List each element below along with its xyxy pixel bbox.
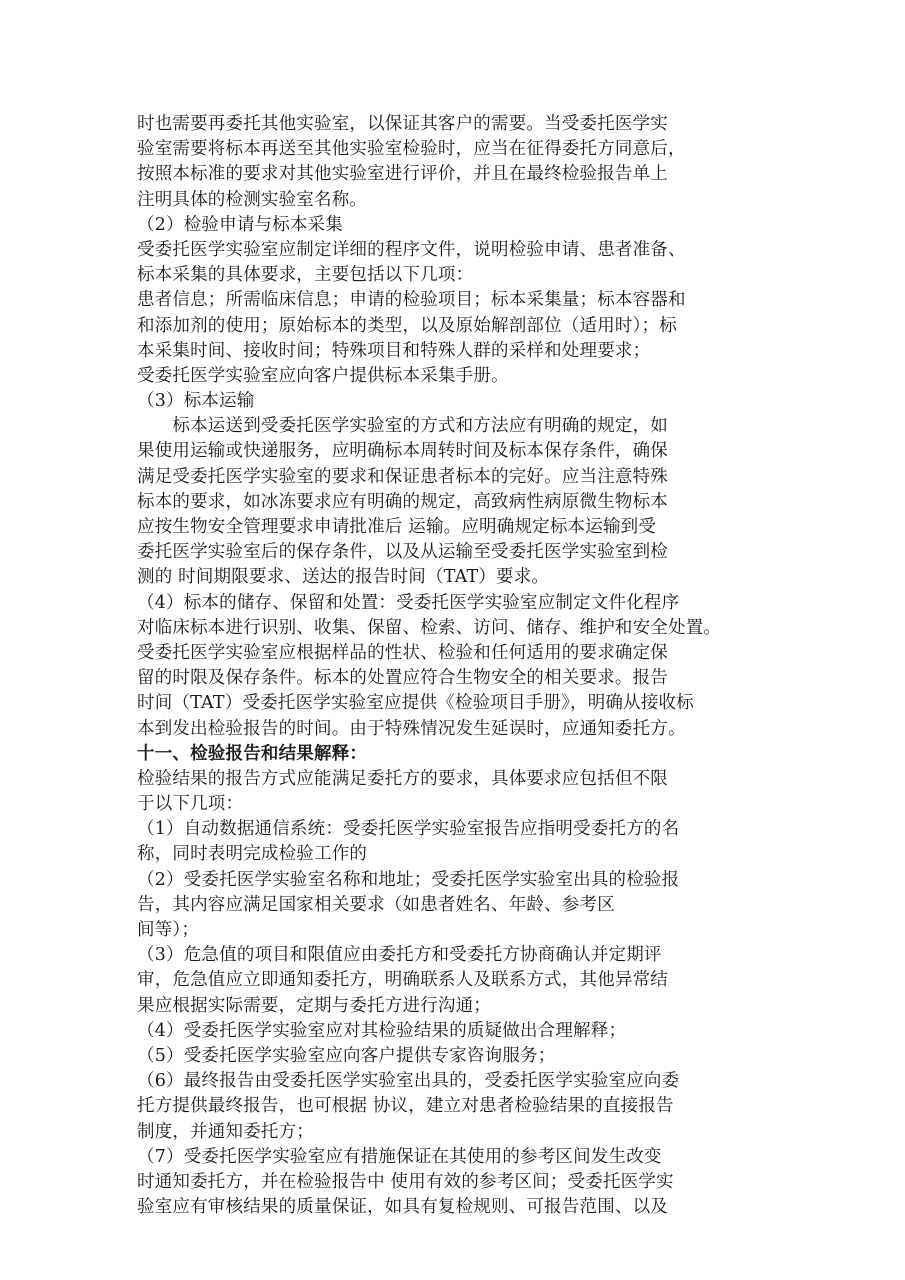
text-line: 本采集时间、接收时间；特殊项目和特殊人群的采样和处理要求；	[137, 340, 651, 361]
text-line: 时间（TAT）受委托医学实验室应提供《检验项目手册》，明确从接收标	[137, 693, 694, 714]
text-line: 应按生物安全管理要求申请批准后 运输。应明确规定标本运输到受	[137, 517, 657, 537]
text-line: 标本采集的具体要求，主要包括以下几项：	[137, 265, 474, 286]
text-line: 患者信息；所需临床信息；申请的检验项目；标本采集量；标本容器和	[137, 290, 686, 311]
text-line: （3）标本运输	[137, 391, 255, 412]
text-line: 本到发出检验报告的时间。由于特殊情况发生延误时，应通知委托方。	[137, 718, 686, 739]
text-line: 按照本标准的要求对其他实验室进行评价，并且在最终检验报告单上	[137, 164, 668, 185]
text-line: （5）受委托医学实验室应向客户提供专家咨询服务；	[137, 1045, 556, 1066]
text-line: 受委托医学实验室应制定详细的程序文件，说明检验申请、患者准备、	[137, 239, 686, 260]
text-line: 告，其内容应满足国家相关要求（如患者姓名、年龄、参考区	[137, 894, 615, 915]
text-line: 审，危急值应立即通知委托方，明确联系人及联系方式，其他异常结	[137, 970, 668, 991]
text-line: （7）受委托医学实验室应有措施保证在其使用的参考区间发生改变	[137, 1146, 662, 1167]
text-line: 制度，并通知委托方；	[137, 1121, 314, 1142]
text-line: 标本运送到受委托医学实验室的方式和方法应有明确的规定，如	[137, 416, 668, 437]
text-line: 注明具体的检测实验室名称。	[137, 189, 368, 210]
text-line: 对临床标本进行识别、收集、保留、检索、访问、储存、维护和安全处置。	[137, 617, 722, 638]
text-line: 受委托医学实验室应根据样品的性状、检验和任何适用的要求确定保	[137, 642, 668, 663]
document-body	[137, 112, 777, 1220]
text-line: （4）标本的储存、保留和处置：受委托医学实验室应制定文件化程序	[137, 592, 680, 613]
text-line: 验室应有审核结果的质量保证，如具有复检规则、可报告范围、以及	[137, 1197, 668, 1218]
text-line: 受委托医学实验室应向客户提供标本采集手册。	[137, 365, 509, 386]
text-line: （3）危急值的项目和限值应由委托方和受委托方协商确认并定期评	[137, 945, 662, 966]
text-line: 于以下几项：	[137, 794, 244, 815]
text-line: 满足受委托医学实验室的要求和保证患者标本的完好。应当注意特殊	[137, 466, 668, 487]
text-line: 托方提供最终报告，也可根据 协议，建立对患者检验结果的直接报告	[137, 1096, 674, 1117]
text-line: （1）自动数据通信系统：受委托医学实验室报告应指明受委托方的名	[137, 819, 680, 840]
text-line: 时通知委托方，并在检验报告中 使用有效的参考区间；受委托医学实	[137, 1171, 674, 1192]
text-line: 验室需要将标本再送至其他实验室检验时，应当在征得委托方同意后，	[137, 139, 686, 160]
section-heading: 十一、检验报告和结果解释：	[137, 743, 368, 764]
text-line: 称，同时表明完成检验工作的	[137, 844, 368, 865]
text-line: 时也需要再委托其他实验室，以保证其客户的需要。当受委托医学实	[137, 114, 668, 134]
text-line: （2）受委托医学实验室名称和地址；受委托医学实验室出具的检验报	[137, 869, 680, 890]
text-line: 标本的要求，如冰冻要求应有明确的规定，高致病性病原微生物标本	[137, 491, 668, 512]
text-line: （2）检验申请与标本采集	[137, 214, 344, 235]
text-line: 留的时限及保存条件。标本的处置应符合生物安全的相关要求。报告	[137, 668, 668, 689]
text-line: （4）受委托医学实验室应对其检验结果的质疑做出合理解释；	[137, 1020, 627, 1041]
text-line: 委托医学实验室后的保存条件，以及从运输至受委托医学实验室到检	[137, 542, 668, 563]
text-line: 间等）；	[137, 920, 200, 940]
text-line: 果使用运输或快递服务，应明确标本周转时间及标本保存条件，确保	[137, 441, 668, 462]
text-line: 果应根据实际需要，定期与委托方进行沟通；	[137, 995, 491, 1016]
text-line: 和添加剂的使用；原始标本的类型，以及原始解剖部位（适用时）；标	[137, 315, 677, 336]
text-line: （6）最终报告由受委托医学实验室出具的，受委托医学实验室应向委	[137, 1071, 680, 1092]
text-line: 检验结果的报告方式应能满足委托方的要求，具体要求应包括但不限	[137, 768, 668, 789]
text-line: 测的 时间期限要求、送达的报告时间（TAT）要求。	[137, 567, 550, 588]
